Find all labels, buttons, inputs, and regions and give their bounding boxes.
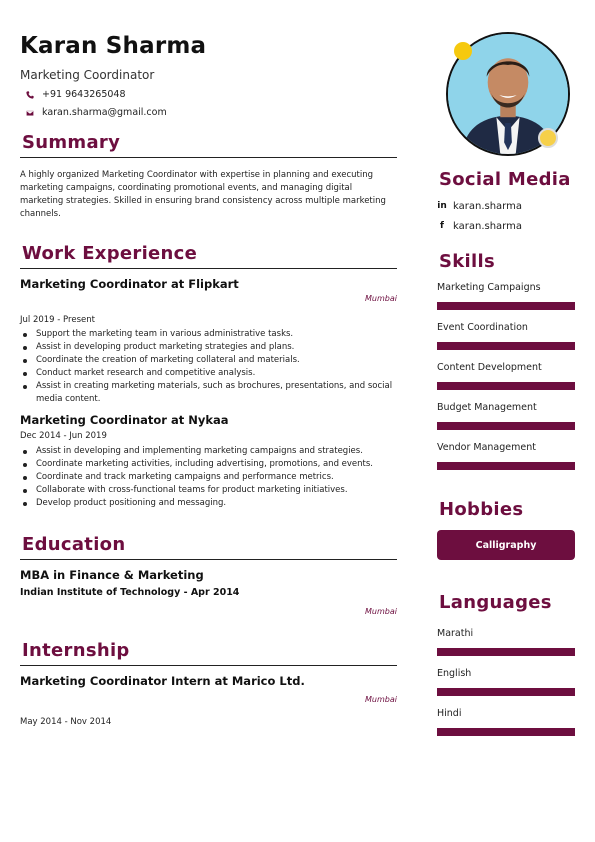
list-item: Collaborate with cross-functional teams for product marketing initiatives.	[20, 484, 397, 497]
section-divider	[20, 559, 397, 560]
internship-role: Marketing Coordinator Intern at Marico Ltd.	[20, 674, 305, 688]
list-item: Conduct market research and competitive analysis.	[20, 367, 397, 380]
hobby-tag: Calligraphy	[437, 530, 575, 560]
degree-title: MBA in Finance & Marketing	[20, 568, 204, 582]
skill-label: Content Development	[437, 362, 542, 373]
section-divider	[20, 157, 397, 158]
skill-item	[437, 362, 575, 390]
languages-section	[437, 592, 575, 736]
skill-label: Marketing Campaigns	[437, 282, 541, 293]
experience-heading: Work Experience	[22, 243, 198, 264]
list-item: Develop product positioning and messaging.	[20, 497, 397, 510]
email-row	[20, 107, 397, 119]
skill-label: Vendor Management	[437, 442, 536, 453]
internship-dates: May 2014 - Nov 2014	[20, 717, 112, 727]
skills-heading: Skills	[439, 251, 495, 272]
summary-text: A highly organized Marketing Coordinator with expertise in planning and executing marketing campaigns, coordinating promotional events, and managing digital marketing strategies. Skilled in ensuring brand consistency across multiple marketing channels.	[20, 170, 386, 219]
section-divider	[20, 268, 397, 269]
summary-heading: Summary	[22, 132, 121, 153]
social-item-facebook[interactable]	[437, 220, 575, 233]
linkedin-icon: in	[437, 201, 447, 211]
skill-item	[437, 442, 575, 470]
job-bullets	[20, 445, 397, 510]
skill-bar	[437, 422, 575, 430]
list-item: Coordinate and track marketing campaigns and performance metrics.	[20, 471, 397, 484]
education-location: Mumbai	[365, 607, 397, 616]
language-bar	[437, 688, 575, 696]
hobbies-section	[437, 499, 575, 560]
phone-icon	[24, 91, 36, 99]
job-title: Marketing Coordinator at Flipkart	[20, 277, 239, 291]
job-entry	[20, 413, 397, 510]
list-item: Assist in creating marketing materials, such as brochures, presentations, and social media content.	[20, 380, 397, 406]
language-label: Hindi	[437, 708, 462, 719]
main-column	[20, 32, 397, 728]
skill-label: Budget Management	[437, 402, 537, 413]
job-bullets	[20, 328, 397, 406]
social-section	[437, 169, 575, 233]
job-dates: Jul 2019 - Present	[20, 315, 95, 325]
summary-section	[20, 132, 397, 221]
languages-heading: Languages	[439, 592, 552, 613]
social-handle: karan.sharma	[453, 221, 522, 232]
social-heading: Social Media	[439, 169, 571, 190]
skill-bar	[437, 302, 575, 310]
list-item: Support the marketing team in various administrative tasks.	[20, 328, 397, 341]
list-item: Assist in developing product marketing strategies and plans.	[20, 341, 397, 354]
internship-heading: Internship	[22, 640, 130, 661]
skill-item	[437, 402, 575, 430]
language-item	[437, 668, 575, 696]
sidebar	[437, 32, 575, 736]
social-item-linkedin[interactable]	[437, 200, 575, 213]
social-handle: karan.sharma	[453, 201, 522, 212]
experience-section	[20, 243, 397, 510]
job-location: Mumbai	[365, 294, 397, 303]
skills-section	[437, 251, 575, 470]
list-item: Assist in developing and implementing marketing campaigns and strategies.	[20, 445, 397, 458]
list-item: Coordinate marketing activities, including advertising, promotions, and events.	[20, 458, 397, 471]
candidate-name: Karan Sharma	[20, 33, 207, 59]
language-label: English	[437, 668, 472, 679]
language-bar	[437, 648, 575, 656]
language-item	[437, 708, 575, 736]
candidate-role: Marketing Coordinator	[20, 68, 155, 82]
language-item	[437, 628, 575, 656]
skill-bar	[437, 342, 575, 350]
internship-location: Mumbai	[365, 695, 397, 704]
list-item: Coordinate the creation of marketing collateral and materials.	[20, 354, 397, 367]
skill-label: Event Coordination	[437, 322, 528, 333]
job-dates: Dec 2014 - Jun 2019	[20, 431, 107, 441]
education-section	[20, 534, 397, 617]
skill-bar	[437, 382, 575, 390]
skill-bar	[437, 462, 575, 470]
language-bar	[437, 728, 575, 736]
hobbies-heading: Hobbies	[439, 499, 524, 520]
phone-row	[20, 89, 397, 101]
section-divider	[20, 665, 397, 666]
language-label: Marathi	[437, 628, 474, 639]
internship-section	[20, 640, 397, 728]
school-name: Indian Institute of Technology - Apr 2014	[20, 587, 240, 598]
skill-item	[437, 322, 575, 350]
job-title: Marketing Coordinator at Nykaa	[20, 413, 229, 427]
envelope-icon	[24, 109, 36, 117]
email-address[interactable]: karan.sharma@gmail.com	[42, 107, 167, 118]
job-entry	[20, 277, 397, 406]
skill-item	[437, 282, 575, 310]
phone-number[interactable]: +91 9643265048	[42, 89, 126, 100]
facebook-icon: f	[440, 221, 444, 231]
education-heading: Education	[22, 534, 126, 555]
